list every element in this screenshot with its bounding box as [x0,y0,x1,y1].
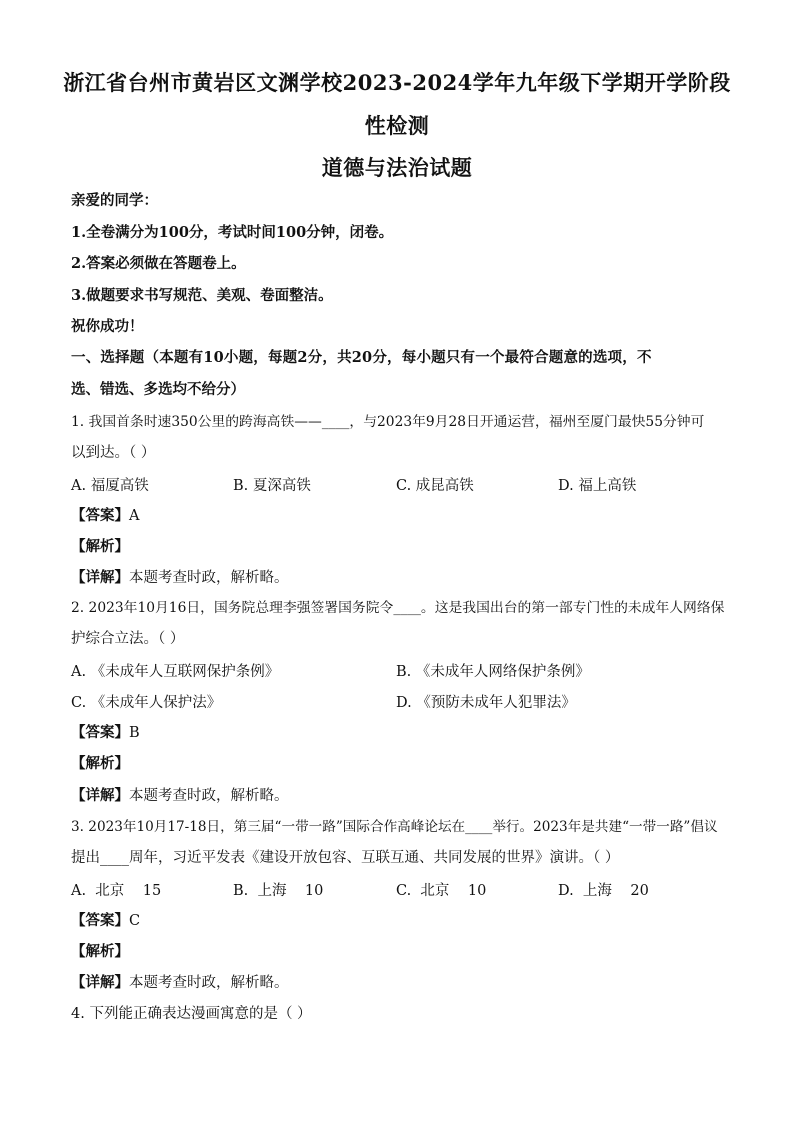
q1-stem-line2: 以到达。（ ） [71,445,156,461]
q2-stem-line1: 2. 2023年10月16日，国务院总理李强签署国务院令____。这是我国出台的第一部专门性的未成年人网络保 [71,600,725,616]
q2-option-a: A. 《未成年人互联网保护条例》 [71,664,280,680]
exam-title-line2: 性检测 [364,113,430,138]
answer-label: 【答案】 [71,912,129,929]
q3-answer-value: C [129,913,141,929]
q1-option-b: B. 夏深高铁 [233,478,311,494]
q3-answer [71,911,731,931]
q3-stem-line2: 提出____周年，习近平发表《建设开放包容、互联互通、共同发展的世界》演讲。（ ） [71,850,620,866]
detail-label: 【详解】 [71,974,129,991]
q3-option-b: B. 上海 10 [233,883,324,899]
q2-option-d: D. 《预防未成年人犯罪法》 [396,695,576,711]
q1-option-a: A. 福厦高铁 [71,478,149,494]
q1-option-d: D. 福上高铁 [558,478,637,494]
section-heading-line1: 一、选择题（本题有10小题，每题2分，共20分，每小题只有一个最符合题意的选项，不 [71,349,652,366]
section-heading-line2: 选、错选、多选均不给分） [71,381,245,398]
q3-analysis-label: 【解析】 [71,943,129,960]
rule-1: 1.全卷满分为100分，考试时间100分钟，闭卷。 [71,224,394,241]
q1-answer-value: A [129,508,140,524]
q3-detail-text: 本题考查时政，解析略。 [129,975,289,991]
greeting: 亲爱的同学： [71,192,158,209]
q2-option-b: B. 《未成年人网络保护条例》 [396,664,590,680]
rule-3: 3.做题要求书写规范、美观、卷面整洁。 [71,287,333,304]
answer-label: 【答案】 [71,507,129,524]
detail-label: 【详解】 [71,787,129,804]
exam-title-line1: 浙江省台州市黄岩区文渊学校2023-2024学年九年级下学期开学阶段 [63,70,731,95]
q1-stem-line1: 1. 我国首条时速350公里的跨海高铁——____，与2023年9月28日开通运营，福州至厦门最快55分钟可 [71,414,705,430]
q2-answer [71,723,731,743]
q4-stem-line1: 4. 下列能正确表达漫画寓意的是（ ） [71,1006,312,1022]
q1-option-c: C. 成昆高铁 [396,478,474,494]
q2-detail-text: 本题考查时政，解析略。 [129,788,289,804]
answer-label: 【答案】 [71,724,129,741]
q3-stem-line1: 3. 2023年10月17-18日，第三届“一带一路”国际合作高峰论坛在____举行。2023年是共建“一带一路”倡议 [71,819,718,835]
q1-detail-text: 本题考查时政，解析略。 [129,570,289,586]
q2-detail [71,786,731,806]
q1-detail [71,568,731,588]
rule-2: 2.答案必须做在答题卷上。 [71,255,246,272]
q3-option-a: A. 北京 15 [71,883,162,899]
exam-subtitle: 道德与法治试题 [321,155,473,180]
q2-answer-value: B [129,725,140,741]
q3-option-c: C. 北京 10 [396,883,487,899]
detail-label: 【详解】 [71,569,129,586]
q1-analysis-label: 【解析】 [71,538,129,555]
wish: 祝你成功！ [71,318,144,335]
q3-option-d: D. 上海 20 [558,883,649,899]
q2-option-c: C. 《未成年人保护法》 [71,695,222,711]
q1-answer [71,506,731,526]
q2-stem-line2: 护综合立法。（ ） [71,631,185,647]
q3-detail [71,973,731,993]
q2-analysis-label: 【解析】 [71,755,129,772]
